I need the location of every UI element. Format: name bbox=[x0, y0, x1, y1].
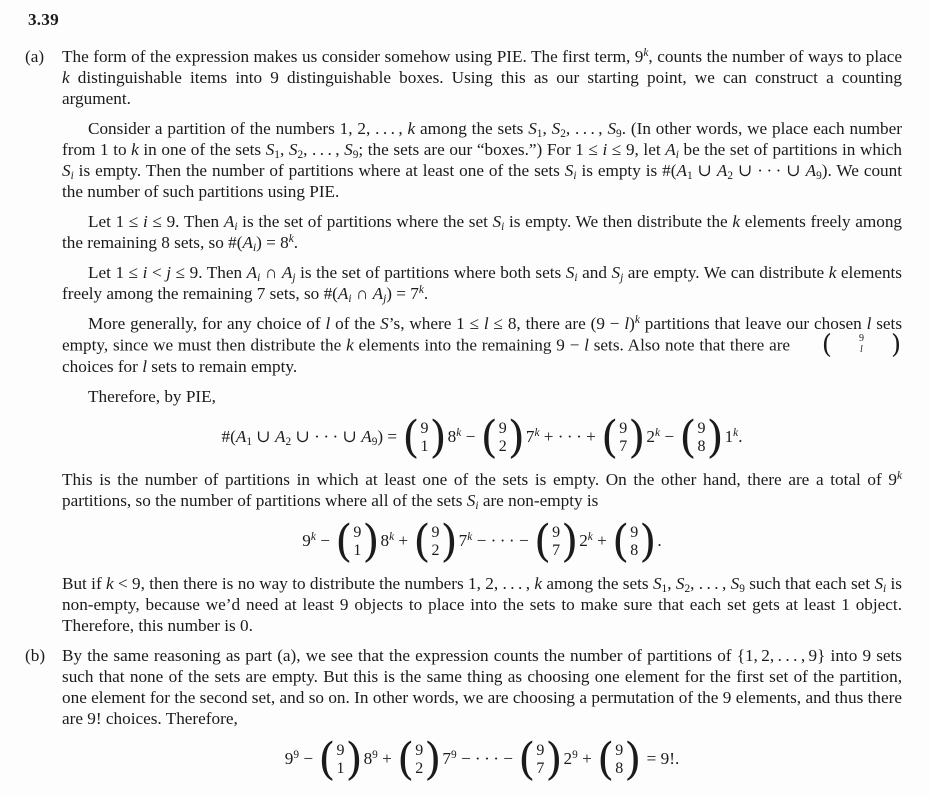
text-run: l bbox=[584, 335, 589, 355]
text-run: < 9, then there is no way to distribute the numbers 1, 2, . . . , bbox=[113, 573, 535, 593]
display-equation-pie-union bbox=[62, 411, 902, 463]
text-run: k bbox=[896, 469, 902, 482]
binomial-top: 9 bbox=[615, 742, 624, 760]
text-run: elements freely among the remaining 7 sets, so #( bbox=[62, 263, 903, 303]
text-run: , . . . , bbox=[303, 140, 345, 159]
text-run: i bbox=[70, 170, 74, 183]
text-run: 9 bbox=[352, 149, 359, 162]
text-run: . bbox=[738, 426, 743, 446]
text-run: = 9!. bbox=[642, 748, 680, 768]
binomial-stack bbox=[696, 420, 706, 456]
binomial-bottom: 2 bbox=[498, 437, 507, 455]
text-run: are non-empty is bbox=[478, 490, 599, 510]
text-run: 9 bbox=[284, 748, 294, 768]
text-run: A bbox=[246, 263, 258, 282]
text-run: , counts the number of ways to place bbox=[648, 47, 903, 66]
text-run: is empty. Then the number of partitions where at least one of the sets bbox=[73, 161, 565, 180]
text-run: A bbox=[665, 140, 676, 159]
text-run: More generally, for any choice of bbox=[88, 314, 326, 333]
text-run: l bbox=[866, 314, 872, 333]
text-run: ∪ bbox=[252, 426, 275, 446]
text-run: in one of the sets bbox=[138, 140, 266, 159]
text-run: A bbox=[242, 233, 253, 252]
binomial-stack bbox=[414, 742, 424, 778]
binomial-coefficient: ( 9 1 ) bbox=[318, 733, 363, 785]
text-run: S bbox=[528, 119, 537, 138]
text-run: + bbox=[592, 530, 612, 550]
text-run: ; the sets are our “boxes.”) For 1 ≤ bbox=[358, 140, 603, 159]
text-run: 9 bbox=[634, 47, 644, 66]
text-run: are empty. We can distribute bbox=[623, 263, 829, 282]
text-run: i bbox=[883, 583, 887, 596]
text-run: 2 bbox=[646, 426, 655, 446]
text-run: k bbox=[534, 573, 542, 593]
binomial-stack bbox=[614, 742, 624, 778]
text-run: j bbox=[292, 272, 296, 285]
text-run: < bbox=[147, 263, 167, 282]
solution-paragraph bbox=[62, 386, 902, 407]
text-run: 2 bbox=[563, 748, 573, 768]
text-run: of the bbox=[330, 314, 381, 333]
text-run: A bbox=[223, 212, 235, 231]
text-run: 8 bbox=[380, 530, 390, 550]
display-equation-nine-factorial bbox=[62, 733, 902, 785]
binomial-coefficient: ( 9 l ) bbox=[821, 329, 902, 360]
text-run: i bbox=[475, 500, 479, 513]
text-run: j bbox=[620, 272, 624, 285]
text-run: . (In other words, we place each number from 1 to bbox=[62, 119, 903, 159]
text-run: 7 bbox=[442, 748, 451, 768]
binomial-coefficient: ( 9 1 ) bbox=[402, 411, 447, 463]
binomial-stack bbox=[420, 420, 430, 456]
text-run: ≤ 9. Then bbox=[171, 263, 247, 282]
solution-paragraph-a bbox=[25, 46, 903, 109]
text-run: ≤ 8, there are (9 − bbox=[488, 314, 625, 333]
text-run: 9 bbox=[616, 128, 622, 141]
binomial-coefficient: ( 9 8 ) bbox=[679, 411, 724, 463]
text-run: partitions that leave our chosen bbox=[639, 314, 867, 333]
text-run: S bbox=[675, 573, 685, 593]
text-run: l bbox=[483, 314, 489, 333]
text-run: A bbox=[337, 284, 349, 303]
text-run: 1 bbox=[686, 170, 693, 183]
binomial-coefficient: ( 9 7 ) bbox=[533, 515, 579, 567]
text-run: 8 bbox=[447, 426, 457, 446]
text-run: k bbox=[587, 530, 593, 543]
text-run: S bbox=[652, 573, 662, 593]
document-blocks bbox=[25, 46, 903, 785]
text-run: sets. Also note that there are bbox=[588, 335, 795, 355]
text-run: A bbox=[235, 426, 247, 446]
text-run: Therefore, by PIE, bbox=[88, 386, 216, 406]
text-run: ∪ · · · ∪ bbox=[291, 426, 362, 446]
text-run: . bbox=[657, 530, 662, 550]
text-run: S bbox=[565, 263, 575, 282]
text-run: , bbox=[279, 140, 289, 159]
text-run: k bbox=[407, 119, 416, 138]
binomial-top: 9 bbox=[415, 742, 424, 760]
text-run: ∪ · · · ∪ bbox=[733, 161, 806, 180]
text-run: + bbox=[394, 530, 413, 550]
binomial-coefficient: ( 9 2 ) bbox=[480, 411, 525, 463]
text-run: ) bbox=[629, 314, 635, 333]
text-run: #( bbox=[221, 426, 236, 446]
text-run: S bbox=[288, 140, 298, 159]
text-run: ) = bbox=[377, 426, 402, 446]
text-run: k bbox=[288, 232, 294, 245]
text-run: Let 1 ≤ bbox=[88, 263, 143, 282]
binomial-top: 9 bbox=[619, 420, 628, 438]
text-run: k bbox=[310, 530, 316, 543]
text-run: 9 bbox=[372, 748, 378, 761]
text-run: 7 bbox=[525, 426, 535, 446]
binomial-coefficient: ( 9 7 ) bbox=[601, 411, 646, 463]
text-run: 2 bbox=[684, 583, 691, 596]
binomial-coefficient: ( 9 2 ) bbox=[397, 733, 442, 785]
binomial-bottom: l bbox=[860, 343, 863, 355]
solution-paragraph bbox=[62, 118, 902, 202]
binomial-stack bbox=[352, 524, 362, 560]
text-run: 8 bbox=[363, 748, 373, 768]
text-run: S bbox=[730, 573, 740, 593]
binomial-stack bbox=[335, 742, 345, 778]
text-run: 2 bbox=[560, 128, 566, 141]
binomial-bottom: 8 bbox=[630, 541, 639, 559]
text-run: ≤ 9, let bbox=[607, 140, 666, 159]
text-run: k bbox=[456, 426, 462, 439]
text-run: i bbox=[348, 293, 352, 306]
binomial-coefficient: ( 9 2 ) bbox=[413, 515, 458, 567]
binomial-top: 9 bbox=[697, 420, 706, 438]
text-run: − bbox=[461, 426, 480, 446]
solution-paragraph bbox=[62, 211, 902, 253]
text-run: k bbox=[732, 212, 741, 231]
text-run: A bbox=[281, 263, 293, 282]
text-run: A bbox=[805, 161, 817, 180]
part-label: (b) bbox=[25, 645, 46, 665]
text-run: i bbox=[501, 221, 505, 234]
text-run: 9 bbox=[572, 748, 578, 761]
binomial-stack bbox=[498, 420, 508, 456]
text-run: 1 bbox=[661, 583, 668, 596]
text-run: − bbox=[299, 748, 318, 768]
text-run: − bbox=[660, 426, 679, 446]
text-run: i bbox=[234, 221, 238, 234]
text-run: A bbox=[676, 161, 687, 180]
text-run: i bbox=[602, 140, 608, 159]
text-run: l bbox=[325, 314, 331, 333]
text-run: is non-empty, because we’d need at least 9 objects to place into the sets to make sure that each set gets at least 1 object. Therefore, this number is 0. bbox=[62, 573, 902, 635]
text-run: − bbox=[315, 530, 335, 550]
text-run: Let 1 ≤ bbox=[88, 212, 143, 231]
solution-paragraph bbox=[62, 262, 902, 304]
text-run: k bbox=[389, 530, 395, 543]
text-run: is empty. We then distribute the bbox=[504, 212, 733, 231]
text-run: j bbox=[383, 293, 387, 306]
text-run: 9 bbox=[302, 530, 311, 550]
text-run: 9 bbox=[739, 583, 745, 596]
text-run: 9 bbox=[293, 748, 300, 761]
text-run: S bbox=[564, 161, 574, 180]
binomial-bottom: 2 bbox=[415, 759, 424, 777]
text-run: k bbox=[654, 426, 661, 439]
binomial-stack bbox=[431, 524, 441, 560]
text-run: The form of the expression makes us consider somehow using PIE. The first term, bbox=[62, 47, 635, 66]
text-run: ’s, where 1 ≤ bbox=[388, 314, 484, 333]
text-run: S bbox=[611, 263, 621, 282]
binomial-top: 9 bbox=[858, 333, 864, 344]
text-run: 2 bbox=[285, 436, 292, 449]
text-run: S bbox=[492, 212, 502, 231]
solution-paragraph bbox=[62, 469, 902, 511]
text-run: l bbox=[624, 314, 630, 333]
text-run: A bbox=[275, 426, 286, 446]
binomial-coefficient: ( 9 8 ) bbox=[597, 733, 642, 785]
text-run: k bbox=[733, 426, 739, 439]
text-run: i bbox=[574, 272, 578, 285]
solution-paragraph bbox=[62, 573, 902, 636]
text-run: Consider a partition of the numbers 1, 2, . . . , bbox=[88, 119, 408, 138]
text-run: 1 bbox=[724, 426, 734, 446]
binomial-bottom: 8 bbox=[615, 759, 624, 777]
text-run: ). We count the number of such partitions using PIE. bbox=[62, 161, 902, 201]
text-run: 9 bbox=[816, 170, 822, 183]
text-run: k bbox=[131, 140, 139, 159]
binomial-bottom: 1 bbox=[353, 541, 362, 559]
text-run: 2 bbox=[297, 149, 304, 162]
binomial-stack bbox=[832, 334, 865, 356]
binomial-top: 9 bbox=[630, 524, 639, 542]
text-run: , bbox=[542, 119, 552, 138]
text-run: i bbox=[257, 272, 261, 285]
part-label: (a) bbox=[25, 47, 45, 66]
text-run: i bbox=[675, 149, 679, 162]
binomial-coefficient: ( 9 7 ) bbox=[518, 733, 563, 785]
text-run: i bbox=[142, 212, 148, 231]
text-run: S bbox=[265, 140, 275, 159]
text-run: By the same reasoning as part (a), we see that the expression counts the number of partitions of {1, 2, . . . , 9} into 9 sets such that none of the sets are empty. But this is the same thing as choosing one element for the first set of the partition, one element for the second set, and so on. In other words, we are choosing a permutation of the 9 elements, and thus there are 9! choices. Therefore, bbox=[62, 645, 902, 728]
binomial-top: 9 bbox=[498, 420, 507, 438]
text-run: , . . . , bbox=[565, 119, 608, 138]
text-run: is empty is #( bbox=[576, 161, 677, 180]
text-run: k bbox=[62, 68, 70, 87]
text-run: sets to remain empty. bbox=[146, 356, 298, 376]
text-run: 7 bbox=[458, 530, 468, 550]
text-run: 1 bbox=[536, 128, 543, 141]
text-run: But if bbox=[62, 573, 107, 593]
text-run: , . . . , bbox=[690, 573, 731, 593]
text-run: distinguishable items into 9 distinguishable boxes. Using this as our starting point, we can construct a counting argument. bbox=[62, 68, 902, 108]
text-run: 9 bbox=[450, 748, 457, 761]
text-run: k bbox=[418, 283, 424, 296]
display-equation-nonempty-count bbox=[62, 515, 902, 567]
text-run: , bbox=[667, 573, 676, 593]
text-run: among the sets bbox=[542, 573, 653, 593]
text-run: among the sets bbox=[415, 119, 529, 138]
text-run: S bbox=[380, 314, 389, 333]
text-run: i bbox=[252, 242, 257, 255]
binomial-bottom: 1 bbox=[336, 759, 345, 777]
binomial-bottom: 7 bbox=[552, 541, 561, 559]
text-run: such that each set bbox=[744, 573, 875, 593]
text-run: elements into the remaining 9 − bbox=[353, 335, 585, 355]
text-run: is the set of partitions where both sets bbox=[295, 263, 566, 282]
binomial-coefficient: ( 9 8 ) bbox=[612, 515, 657, 567]
binomial-stack bbox=[618, 420, 628, 456]
text-run: elements freely among the remaining 8 sets, so #( bbox=[62, 212, 903, 252]
text-run: k bbox=[534, 426, 540, 439]
text-run: ≤ 9. Then bbox=[147, 212, 224, 231]
binomial-top: 9 bbox=[536, 742, 545, 760]
binomial-bottom: 7 bbox=[536, 759, 545, 777]
text-run: − · · · − bbox=[456, 748, 518, 768]
text-run: A bbox=[716, 161, 728, 180]
text-run: is the set of partitions where the set bbox=[237, 212, 493, 231]
text-run: + bbox=[377, 748, 397, 768]
text-run: S bbox=[344, 140, 353, 159]
text-run: S bbox=[62, 161, 71, 180]
text-run: choices for bbox=[62, 356, 143, 376]
text-run: 2 bbox=[579, 530, 588, 550]
text-run: k bbox=[346, 335, 354, 355]
text-run: ∩ bbox=[351, 284, 373, 303]
text-run: S bbox=[874, 573, 884, 593]
binomial-top: 9 bbox=[336, 742, 345, 760]
text-run: ) = 8 bbox=[256, 233, 289, 252]
text-run: j bbox=[166, 263, 172, 282]
text-run: 1 bbox=[246, 436, 252, 449]
text-run: . bbox=[293, 233, 299, 252]
binomial-bottom: 2 bbox=[431, 541, 440, 559]
text-run: be the set of partitions in which bbox=[678, 140, 902, 159]
text-run: A bbox=[372, 284, 384, 303]
text-run: + · · · + bbox=[539, 426, 601, 446]
text-run: A bbox=[361, 426, 372, 446]
binomial-top: 9 bbox=[420, 420, 429, 438]
text-run: 2 bbox=[727, 170, 734, 183]
text-run: S bbox=[607, 119, 617, 138]
text-run: ∩ bbox=[260, 263, 282, 282]
binomial-top: 9 bbox=[552, 524, 561, 542]
solution-paragraph bbox=[62, 313, 902, 377]
text-run: i bbox=[573, 170, 577, 183]
binomial-bottom: 1 bbox=[420, 437, 429, 455]
text-run: 1 bbox=[274, 149, 280, 162]
text-run: ∪ bbox=[692, 161, 717, 180]
text-run: and bbox=[577, 263, 612, 282]
text-run: − · · · − bbox=[472, 530, 533, 550]
text-run: S bbox=[466, 490, 476, 510]
text-run: ) = 7 bbox=[386, 284, 419, 303]
binomial-top: 9 bbox=[353, 524, 362, 542]
solution-paragraph-b bbox=[25, 645, 902, 729]
binomial-bottom: 7 bbox=[619, 437, 628, 455]
text-run: partitions, so the number of partitions where all of the sets bbox=[62, 490, 467, 510]
binomial-stack bbox=[535, 742, 545, 778]
text-run: k bbox=[106, 573, 114, 593]
binomial-top: 9 bbox=[431, 524, 440, 542]
text-run: S bbox=[551, 119, 561, 138]
binomial-coefficient: ( 9 1 ) bbox=[335, 515, 380, 567]
text-run: k bbox=[643, 46, 649, 59]
text-run: sets empty, since we must then distribute the bbox=[62, 314, 903, 355]
text-run: l bbox=[142, 356, 147, 376]
text-run: k bbox=[467, 530, 473, 543]
text-run: . bbox=[423, 284, 429, 303]
problem-number-heading: 3.39 bbox=[28, 10, 59, 29]
text-run: This is the number of partitions in which at least one of the sets is empty. On the other hand, there are a total of 9 bbox=[62, 469, 897, 489]
binomial-bottom: 8 bbox=[697, 437, 706, 455]
text-run: + bbox=[577, 748, 597, 768]
text-run: 9 bbox=[371, 436, 378, 449]
text-run: k bbox=[828, 263, 837, 282]
text-run: k bbox=[634, 313, 640, 326]
text-run: i bbox=[142, 263, 148, 282]
binomial-stack bbox=[629, 524, 639, 560]
binomial-stack bbox=[551, 524, 561, 560]
